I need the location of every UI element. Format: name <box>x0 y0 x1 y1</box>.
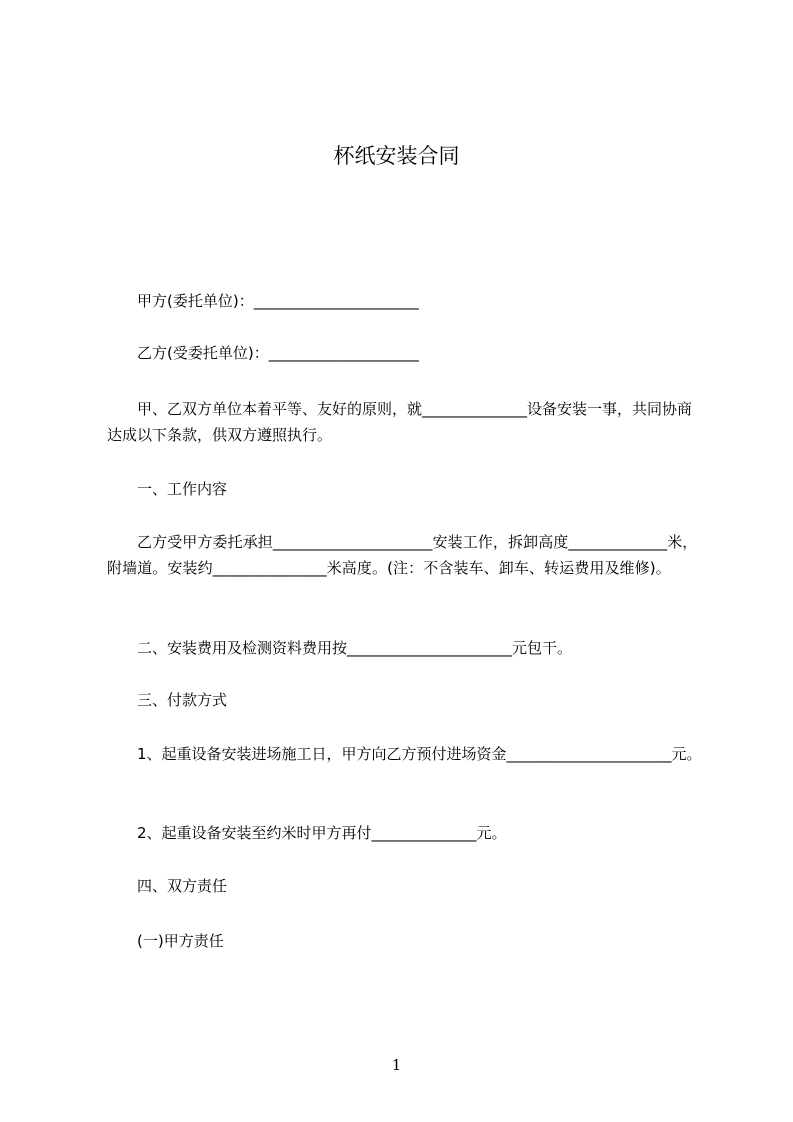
party-a-line: 甲方(委托单位)：______________________ <box>137 292 419 310</box>
intro-paragraph: 甲、乙双方单位本着平等、友好的原则，就______________设备安装一事，共同协商达成以下条款，供双方遵照执行。 <box>107 400 693 444</box>
section-2-line: 二、安装费用及检测资料费用按______________________元包干。 <box>137 639 573 657</box>
section-1-heading: 一、工作内容 <box>137 480 228 498</box>
section-4-subheading: (一)甲方责任 <box>137 932 224 950</box>
page-number: 1 <box>391 1056 402 1074</box>
payment-1-paragraph: 1、起重设备安装进场施工日，甲方向乙方预付进场资金______________________元。 <box>137 745 702 763</box>
page-title: 杯纸安装合同 <box>333 144 460 168</box>
payment-2-line: 2、起重设备安装至约米时甲方再付______________元。 <box>137 824 507 842</box>
section-3-heading: 三、付款方式 <box>137 691 228 709</box>
party-b-line: 乙方(受委托单位)：____________________ <box>137 344 419 362</box>
section-4-heading: 四、双方责任 <box>137 877 228 895</box>
section-1-paragraph: 乙方受甲方委托承担_____________________安装工作，拆卸高度_____________米，附墙道。安装约_______________米高度。(注：不含装车、卸车、转运费用及维修)。 <box>107 533 698 577</box>
